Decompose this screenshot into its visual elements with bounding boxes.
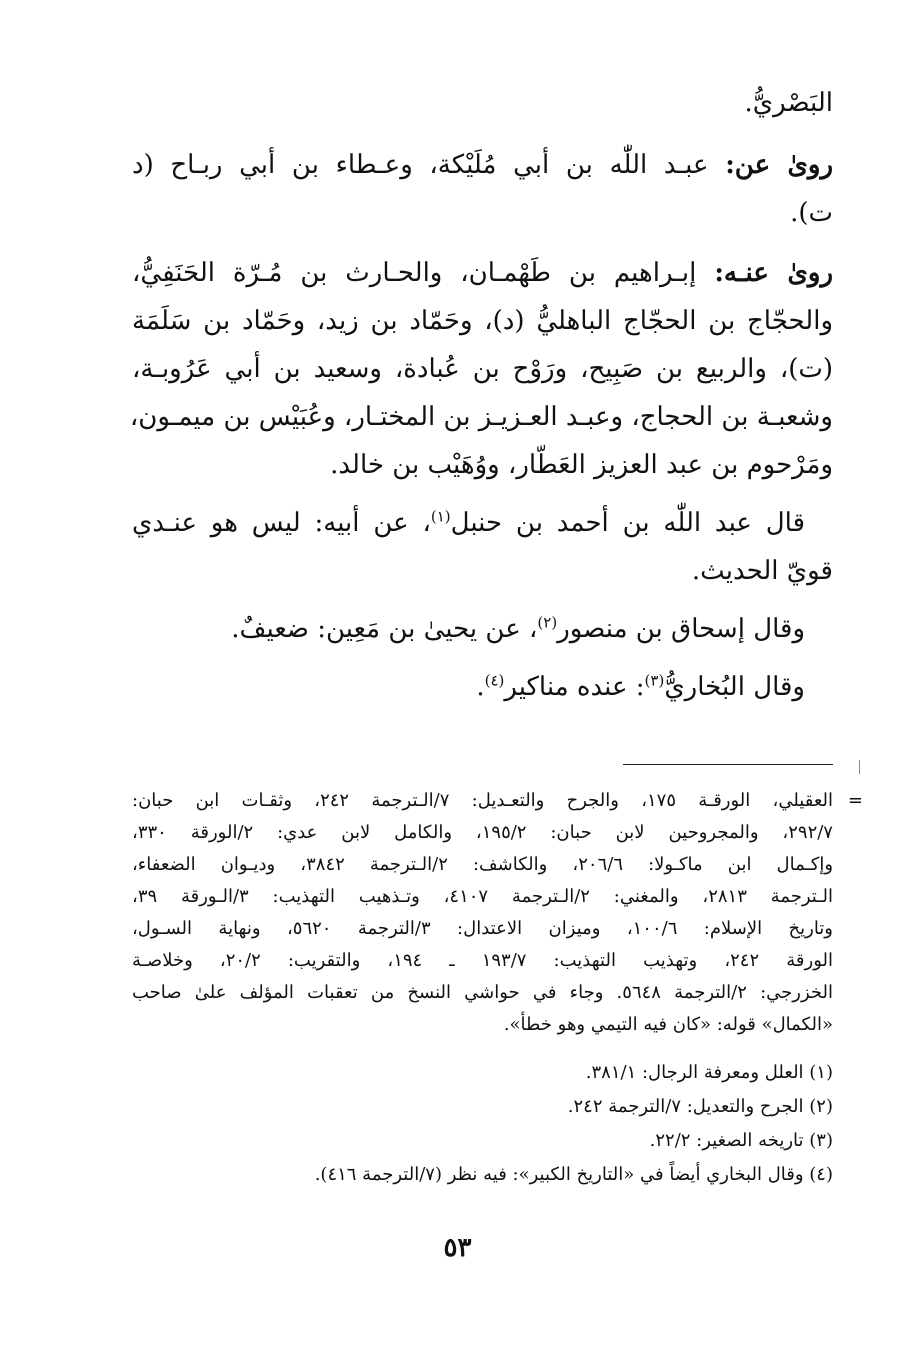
qawl-3-text-b: : عنده مناكير <box>504 672 645 702</box>
nisba-line <box>132 88 833 118</box>
footnote-cont-line: «الكمال» قوله: «كان فيه التيمي وهو خطأ». <box>503 1014 833 1035</box>
page-number: ٥٣ <box>443 1233 472 1263</box>
rawa-anhu-text-2: والحجّاج بن الحجّاج الباهليُّ (د)، وحَمّاد بن زيد، وحَمّاد بن سَلَمَة <box>132 306 833 336</box>
footnote-ref-4[interactable]: (٤) <box>484 671 505 690</box>
qawl-3-text-a: وقال البُخاريُّ <box>664 672 805 702</box>
qawl-2-text-a: وقال إسحاق بن منصور <box>557 614 805 644</box>
qawl-2-text-b: ، عن يحيىٰ بن مَعِين: ضعيفٌ. <box>231 614 538 644</box>
rawa-an-line-2 <box>132 198 833 228</box>
footnote-cont-line: الخزرجي: ٢/الترجمة ٥٦٤٨. وجاء في حواشي النسخ من تعقبات المؤلف علىٰ صاحب <box>132 982 833 1003</box>
rawa-anhu-text-1: إبـراهيم بن طَهْمـان، والحـارث بن مُـرّة الحَنَفِيُّ، <box>132 258 697 288</box>
footnote-ref-2[interactable]: (٢) <box>537 613 558 632</box>
qawl-1-text-a: قال عبد اللّٰه بن أحمد بن حنبل <box>450 508 806 538</box>
footnote-cont-line: العقيلي، الورقـة ١٧٥، والجرح والتعـديل: ٧/الـترجمة ٢٤٢، وثقـات ابن حبان: <box>132 790 833 811</box>
rawa-an-text-2: ت). <box>790 198 833 228</box>
footnote-cont-line: الورقة ٢٤٢، وتهذيب التهذيب: ١٩٣/٧ ـ ١٩٤، والتقريب: ٢٠/٢، وخلاصـة <box>132 950 833 971</box>
footnote-rule <box>623 764 833 765</box>
qawl-1-text-2: قويّ الحديث. <box>691 556 833 586</box>
rawa-anhu-line-5 <box>132 450 833 480</box>
footnote-cont-line: وإكـمال ابن ماكـولا: ٢٠٦/٦، والكاشف: ٢/الـترجمة ٣٨٤٢، وديـوان الضعفاء، <box>132 854 834 875</box>
footnote-3: (٣) تاريخه الصغير: ٢٢/٢. <box>649 1130 833 1151</box>
qawl-3-text-c: . <box>476 672 485 702</box>
rawa-anhu-line-4 <box>129 402 833 432</box>
rawa-anhu-label: روىٰ عنـه: <box>714 258 833 288</box>
footnote-cont-line: ٢٩٢/٧، والمجروحين لابن حبان: ١٩٥/٢، والكامل لابن عدي: ٢/الورقة ٣٣٠، <box>132 822 833 843</box>
footnote-cont-line: وتاريخ الإسلام: ١٠٠/٦، وميزان الاعتدال: ٣/الترجمة ٥٦٢٠، ونهاية السـول، <box>132 918 833 939</box>
qawl-1-line-1 <box>132 508 805 538</box>
footnote-ref-3[interactable]: (٣) <box>644 671 665 690</box>
qawl-1-text-b: ، عن أبيه: ليس هو عنـدي <box>132 508 431 538</box>
rawa-an-text-1: عبـد اللّٰه بن أبي مُلَيْكة، وعـطاء بن أبي ربـاح (د <box>132 150 709 180</box>
footnote-2: (٢) الجرح والتعديل: ٧/الترجمة ٢٤٢. <box>567 1096 833 1117</box>
rawa-anhu-text-3: (ت)، والربيع بن صَبِيح، ورَوْح بن عُبادة، وسعيد بن أبي عَرُوبـة، <box>132 354 833 384</box>
qawl-3-line <box>132 672 805 702</box>
rawa-anhu-text-5: ومَرْحوم بن عبد العزيز العَطّار، ووُهَيْب بن خالد. <box>330 450 833 480</box>
qawl-1-line-2 <box>132 556 833 586</box>
rawa-an-label: روىٰ عن: <box>725 150 834 180</box>
footnote-cont-line: الـترجمة ٢٨١٣، والمغني: ٢/الـترجمة ٤١٠٧، وتـذهيب التهذيب: ٣/الـورقة ٣٩، <box>132 886 833 907</box>
footnote-continuation-mark: = <box>847 790 863 811</box>
qawl-2-line <box>132 614 805 644</box>
rawa-anhu-line-3 <box>132 354 833 384</box>
rawa-anhu-text-4: وشعبـة بن الحجاج، وعبـد العـزيـز بن المختـار، وعُبَيْس بن ميمـون، <box>129 402 833 432</box>
margin-tick <box>859 760 860 774</box>
footnote-4: (٤) وقال البخاري أيضاً في «التاريخ الكبير»: فيه نظر (٧/الترجمة ٤١٦). <box>314 1164 833 1185</box>
rawa-an-line-1 <box>132 150 833 180</box>
nisba-text: البَصْريُّ. <box>744 88 833 118</box>
footnote-ref-1[interactable]: (١) <box>430 507 451 526</box>
rawa-anhu-line-1 <box>132 258 833 288</box>
footnote-1: (١) العلل ومعرفة الرجال: ٣٨١/١. <box>585 1062 833 1083</box>
rawa-anhu-line-2 <box>132 306 833 336</box>
